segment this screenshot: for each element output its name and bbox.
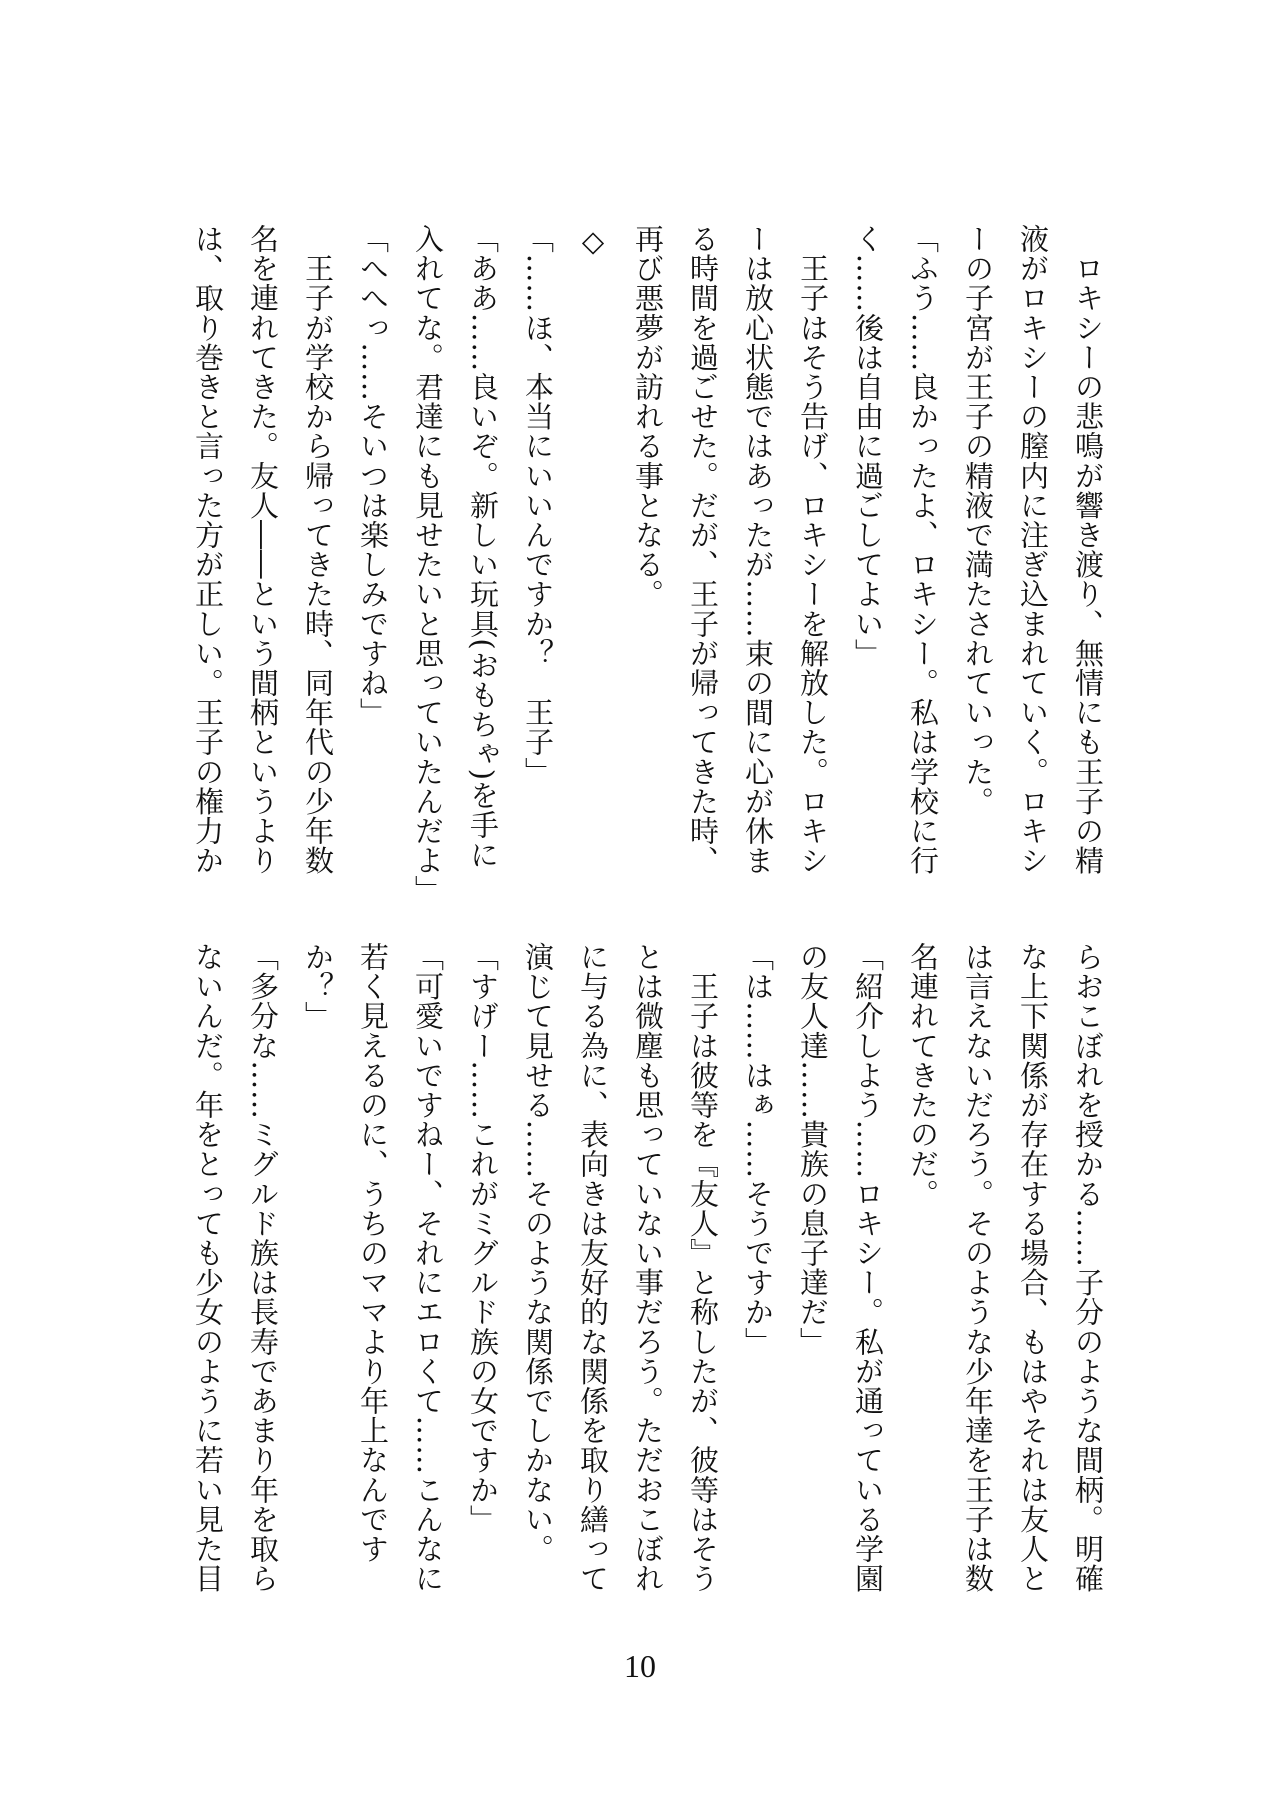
text-line: な上下関係が存在する場合、もはやそれは友人と	[1016, 942, 1050, 1594]
text-line: 王子が学校から帰ってきた時、同年代の少年数	[301, 224, 335, 876]
text-line: とは微塵も思っていない事だろう。ただおこぼれ	[631, 942, 665, 1594]
text-line: は、取り巻きと言った方が正しい。王子の権力か	[191, 224, 225, 876]
text-line: 「ふう……良かったよ、ロキシー。私は学校に行	[906, 224, 940, 876]
text-line: は言えないだろう。そのような少年達を王子は数	[961, 942, 995, 1594]
text-line: る時間を過ごせた。だが、王子が帰ってきた時、	[686, 224, 720, 876]
text-line: ーの子宮が王子の精液で満たされていった。	[961, 224, 995, 816]
text-line: 液がロキシーの膣内に注ぎ込まれていく。ロキシ	[1016, 224, 1050, 876]
text-line: く……後は自由に過ごしてよい」	[851, 224, 885, 668]
text-line: 若く見えるのに、うちのママより年上なんです	[356, 942, 390, 1564]
text-line: ロキシーの悲鳴が響き渡り、無情にも王子の精	[1071, 224, 1105, 876]
text-line: 「は……はぁ……そうですか」	[741, 942, 775, 1357]
text-line: の友人達……貴族の息子達だ」	[796, 942, 830, 1357]
text-line: か？」	[301, 942, 335, 1031]
text-line: 「……ほ、本当にいいんですか？ 王子」	[521, 224, 555, 787]
text-line: 「可愛いですねー、それにエロくて……こんなに	[411, 942, 445, 1594]
text-line: 入れてな。君達にも見せたいと思っていたんだよ」	[411, 224, 445, 905]
text-line: 「すげー……これがミグルド族の女ですか」	[466, 942, 500, 1534]
text-line: 「ああ……良いぞ。新しい玩具(おもちゃ)を手に	[466, 224, 500, 870]
text-line: 「多分な……ミグルド族は長寿であまり年を取ら	[246, 942, 280, 1594]
text-line: ーは放心状態ではあったが……束の間に心が休ま	[741, 224, 775, 876]
text-line: 再び悪夢が訪れる事となる。	[631, 224, 665, 609]
text-line: 王子はそう告げ、ロキシーを解放した。ロキシ	[796, 224, 830, 876]
text-line: 名を連れてきた。友人――という間柄というより	[246, 224, 280, 876]
text-line: 名連れてきたのだ。	[906, 942, 940, 1209]
text-line: らおこぼれを授かる……子分のような間柄。明確	[1071, 942, 1105, 1594]
text-line: ◇	[576, 224, 610, 259]
text-line: 「紹介しよう……ロキシー。私が通っている学園	[851, 942, 885, 1594]
text-line: 「へへっ……そいつは楽しみですね」	[356, 224, 390, 728]
text-line: に与る為に、表向きは友好的な関係を取り繕って	[576, 942, 610, 1594]
text-line: 演じて見せる……そのような関係でしかない。	[521, 942, 555, 1564]
page-number: 10	[624, 1648, 656, 1684]
text-line: 王子は彼等を『友人』と称したが、彼等はそう	[686, 942, 720, 1594]
bottom-text-block	[180, 942, 1115, 1602]
text-line: ないんだ。年をとっても少女のように若い見た目	[191, 942, 225, 1594]
top-text-block	[180, 224, 1115, 905]
